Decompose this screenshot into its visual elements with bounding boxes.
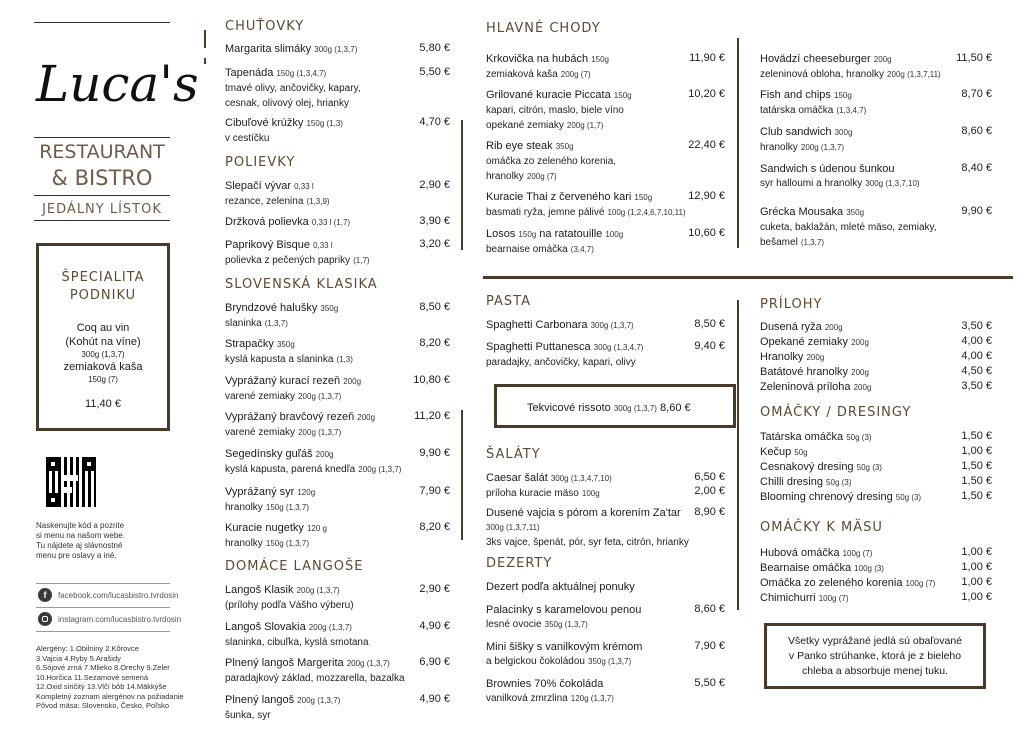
special-dish: Coq au vin [76,322,130,334]
special-title: ŠPECIALITA [61,270,145,285]
note-text: v Panko strúhanke, ktorá je z bieleho [788,650,962,662]
special-dish-note: (Kohút na víne) [65,336,141,348]
divider [204,30,206,48]
divider [461,410,463,540]
divider [461,120,463,250]
section-pasta: PASTA [486,294,531,309]
section-langose: DOMÁCE LANGOŠE [225,559,364,574]
divider-horizontal [483,276,1013,279]
qr-text: Naskenujte kód a pozrite si menu na našom webe. Tu nájdete aj slávnostné menu pre oslavy a iné. [36,521,125,560]
special-title-2: PODNIKU [69,288,137,303]
special-box [36,243,170,431]
instagram-link[interactable]: instagram.com/lucasbistro.tvrdosin [58,615,182,624]
section-dezerty: DEZERTY [486,556,553,571]
brand-line1: RESTAURANT [39,141,165,163]
divider [204,58,206,64]
divider [737,38,739,248]
facebook-icon[interactable]: f [38,588,52,602]
special-side-weight: 150g (7) [88,375,118,384]
qr-code[interactable] [46,457,96,507]
special-side: zemiaková kaša [63,361,143,373]
brand-line2: & BISTRO [51,166,153,190]
instagram-icon[interactable] [38,612,52,626]
allergens-legend: Alergény: 1.Obilniny 2.Kôrovce 3.Vajcia 4.Ryby 5.Arašidy 6.Sójové zrná 7.Mlieko 8.Orechy 9.Zeler 10.Horčica 11.Sezamové semená 12.Oxid siričitý 13.Vlčí bôb 14.Mäkkýše Kompletný zoznam alergénov na požiadanie Pôvod mäsa: Slovensko, Česko, Poľsko [36,644,184,710]
note-text: Všetky vyprážané jedlá sú obaľované [787,635,963,647]
divider [737,300,739,610]
section-omacky-maso: OMÁČKY K MÄSU [760,520,883,535]
note-box [764,623,986,689]
menu-subtitle: JEDÁLNY LÍSTOK [42,202,162,217]
logo [34,22,199,252]
facebook-link[interactable]: facebook.com/lucasbistro.tvrdosin [58,591,179,600]
section-salaty: ŠALÁTY [486,447,541,462]
note-text: chleba a absorbuje menej tuku. [802,665,948,677]
special-price: 11,40 € [85,398,121,410]
section-polievky: POLIEVKY [225,155,296,170]
section-omacky: OMÁČKY / DRESINGY [760,405,912,420]
section-slovenska: SLOVENSKÁ KLASIKA [225,277,378,292]
section-chutovky: CHUŤOVKY [225,19,305,34]
special-dish-weight: 300g (1,3,7) [81,350,125,359]
section-prilohy: PRÍLOHY [760,297,823,312]
brand-name: Luca's [36,55,199,113]
rissoto-box: Tekvicové rissoto 300g (1,3,7) 8,60 € [494,384,736,428]
section-hlavne: HLAVNÉ CHODY [486,21,601,36]
